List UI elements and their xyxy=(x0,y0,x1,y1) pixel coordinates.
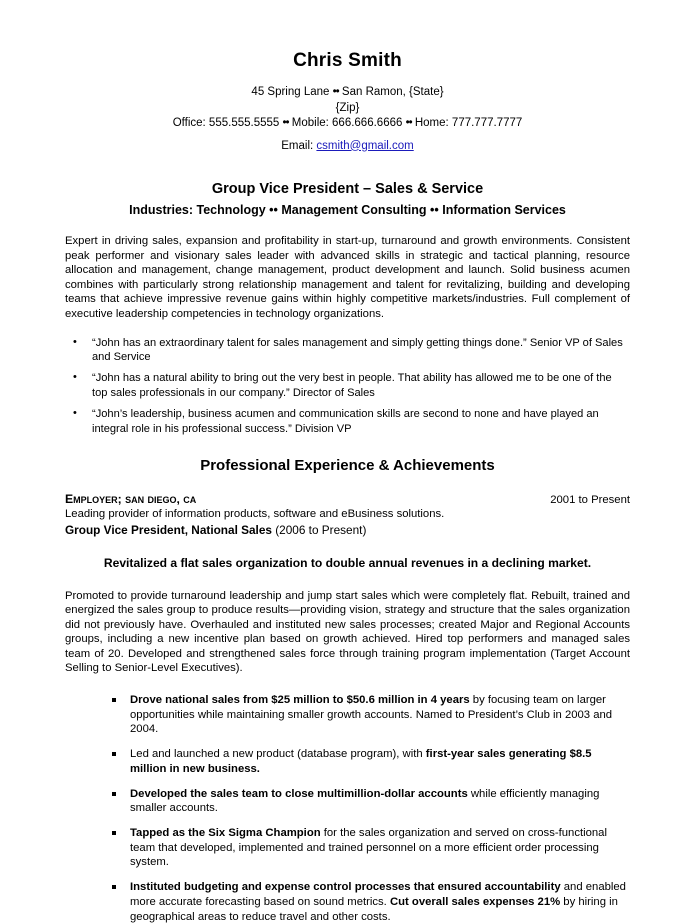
role-dates: (2006 to Present) xyxy=(275,522,367,537)
section-heading-experience: Professional Experience & Achievements xyxy=(200,457,495,474)
achievement-highlight: Revitalized a flat sales organization to double annual revenues in a declining market. xyxy=(103,555,592,570)
achievement-rest: and enabled more accurate forecasting based on sound metrics. xyxy=(130,881,626,908)
list-item: • “John’s leadership, business acumen and communication skills are second to none and have played an integral role in his professional success.” Division VP xyxy=(65,407,630,436)
list-item: • “John has an extraordinary talent for sales management and simply getting things done.” Senior VP of Sales and Service xyxy=(65,336,630,365)
role-title: Group Vice President, National Sales xyxy=(65,522,272,537)
achievement-mid-bold: Cut overall sales expenses 21% xyxy=(389,895,561,908)
list-item xyxy=(112,826,630,870)
email-label: Email: xyxy=(281,139,314,152)
testimonial-list xyxy=(65,336,630,436)
role-line xyxy=(65,523,630,538)
street-address: 45 Spring Lane xyxy=(251,86,330,98)
role-description: Promoted to provide turnaround leadership and jump start sales which were completely flat. Rebuilt, trained and energized the sales group to produce results—providing vision, strategy and structure that the sales organization did not previously have. Overhauled and instituted new sales processes; created Major and Regional Accounts groups, including a new incentive plan based on growth achieved. Hired top performers and managed sales team of 20. Developed and strengthened sales force through training program implementation (Target Account Selling to Senior-Level Executives). xyxy=(65,589,630,675)
list-item xyxy=(112,747,630,776)
list-item xyxy=(112,880,630,924)
separator-dots: •• xyxy=(282,117,289,129)
list-item xyxy=(112,693,630,737)
achievement-lead: Instituted budgeting and expense control processes that ensured accountability xyxy=(130,881,561,894)
employer-row xyxy=(65,492,630,506)
achievement-rest: while efficiently managing smaller accounts. xyxy=(130,787,600,815)
list-item: • “John has a natural ability to bring out the very best in people. That ability has allowed me to be one of the top sales professionals in our company.” Director of Sales xyxy=(65,371,630,400)
city-state: San Ramon, {State} xyxy=(341,86,444,98)
employer-dates: 2001 to Present xyxy=(550,494,630,506)
zip-line: {Zip} xyxy=(335,101,360,114)
email-line xyxy=(65,139,630,155)
target-industries: Industries: Technology •• Management Consulting •• Information Services xyxy=(129,203,566,217)
achievement-rest: by focusing team on larger opportunities while maintaining smaller growth accounts. Named to President’s Club in 2003 and 2004. xyxy=(130,694,613,736)
achievement-pre: Led and launched a new product (database program), with xyxy=(130,748,426,761)
phone-line xyxy=(65,116,630,132)
list-item xyxy=(112,787,630,816)
achievement-rest: for the sales organization and served on cross-functional team that developed, implemented and trained personnel on a more efficient order processing system. xyxy=(130,826,607,869)
mobile-phone: Mobile: 666.666.6666 xyxy=(291,117,403,129)
email-link[interactable]: csmith@gmail.com xyxy=(316,139,414,152)
separator-dots: •• xyxy=(405,117,412,129)
employer-name: Employer; san diego, ca xyxy=(65,492,197,506)
achievement-lead: first-year sales generating $8.5 million in new business. xyxy=(130,748,592,775)
achievement-lead: Drove national sales from $25 million to $50.6 million in 4 years xyxy=(130,694,470,707)
achievement-lead: Developed the sales team to close multimillion-dollar accounts xyxy=(130,787,468,800)
professional-summary: Expert in driving sales, expansion and profitability in start-up, turnaround and growth environments. Consistent peak performer and visionary sales leader with advanced skills in strategic and tactical planning, resource allocation and management, change management, product development and launch. Solid business acumen combines with particularly strong relationship management and talent for revitalizing, building and developing teams that achieve impressive revenue gains within highly competitive markets/industries. Full complement of executive leadership competencies in technology organizations. xyxy=(65,235,630,320)
office-phone: Office: 555.555.5555 xyxy=(172,117,280,129)
target-job-title: Group Vice President – Sales & Service xyxy=(211,181,484,197)
employer-description: Leading provider of information products, software and eBusiness solutions. xyxy=(65,508,445,520)
achievement-lead: Tapped as the Six Sigma Champion xyxy=(130,826,321,839)
separator-dots: •• xyxy=(332,86,339,98)
achievement-tail: by hiring in geographical areas to reduce travel and other costs. xyxy=(130,895,618,923)
achievement-list xyxy=(65,693,630,924)
candidate-name: Chris Smith xyxy=(293,50,402,71)
home-phone: Home: 777.777.7777 xyxy=(414,117,523,129)
address-line xyxy=(65,85,630,101)
